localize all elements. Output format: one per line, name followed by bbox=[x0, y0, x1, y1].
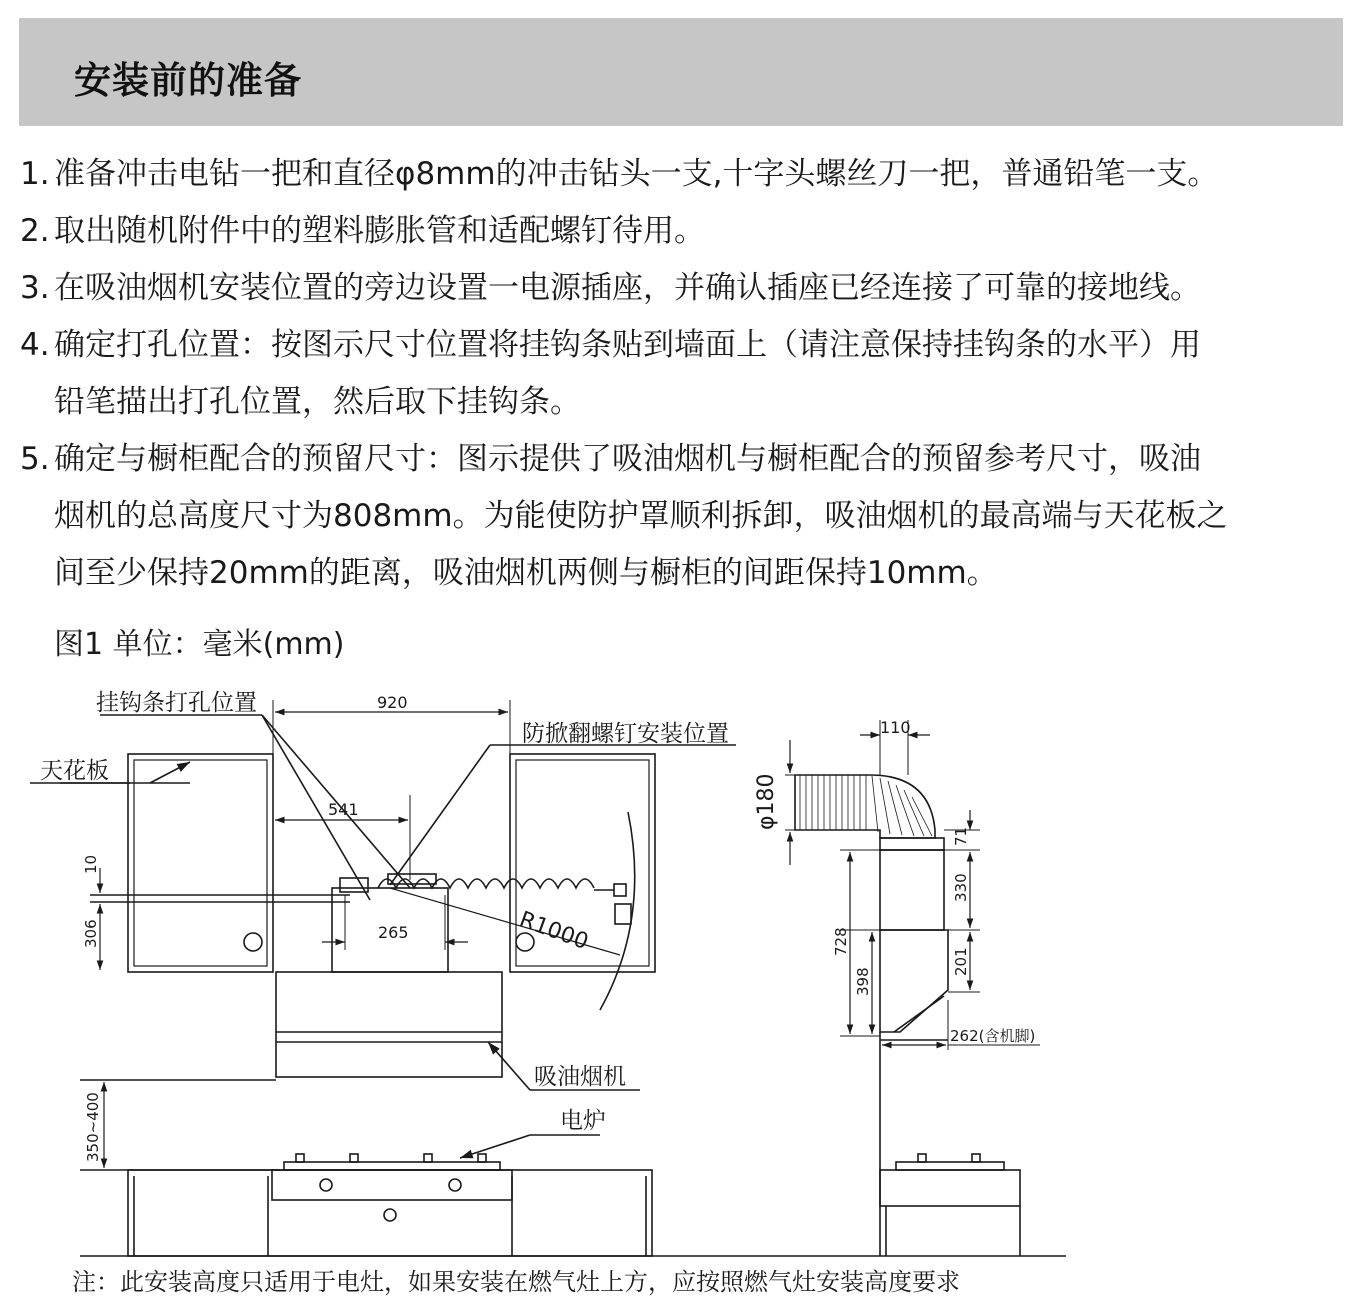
left-cabinet-knob bbox=[244, 933, 262, 951]
dim-920: 920 bbox=[377, 693, 408, 712]
dim-541: 541 bbox=[328, 800, 359, 819]
exhaust-duct bbox=[795, 775, 935, 838]
label-range-hood: 吸油烟机 bbox=[534, 1064, 626, 1090]
label-stove: 电炉 bbox=[560, 1108, 606, 1134]
hood-body bbox=[276, 972, 502, 1077]
installation-note: 注：此安装高度只适用于电灶，如果安装在燃气灶上方，应按照燃气灶安装高度要求 bbox=[72, 1268, 960, 1296]
hood-side-chimney bbox=[880, 850, 944, 930]
step-5: 5. 确定与橱柜配合的预留尺寸：图示提供了吸油烟机与橱柜配合的预留参考尺寸，吸油 bbox=[20, 441, 1201, 477]
label-ceiling: 天花板 bbox=[40, 758, 109, 784]
label-hook-holes: 挂钩条打孔位置 bbox=[96, 690, 257, 716]
step-5-continued-2: 间至少保持20mm的距离，吸油烟机两侧与橱柜的间距保持10mm。 bbox=[54, 555, 998, 591]
label-r1000: R1000 bbox=[515, 907, 592, 956]
label-anti-tip-screw: 防掀翻螺钉安装位置 bbox=[522, 721, 729, 747]
step-4: 4. 确定打孔位置：按图示尺寸位置将挂钩条贴到墙面上（请注意保持挂钩条的水平）用 bbox=[20, 327, 1201, 363]
stove-body bbox=[272, 1170, 512, 1200]
side-stove bbox=[880, 1170, 1020, 1206]
dim-265: 265 bbox=[378, 923, 409, 942]
step-5-continued-1: 烟机的总高度尺寸为808mm。为能使防护罩顺利拆卸，吸油烟机的最高端与天花板之 bbox=[54, 498, 1228, 534]
figure-caption: 图1 单位：毫米(mm) bbox=[54, 627, 345, 662]
left-upper-cabinet bbox=[128, 754, 273, 972]
dim-262: 262(含机脚) bbox=[950, 1027, 1036, 1045]
dim-10: 10 bbox=[82, 854, 100, 874]
power-socket bbox=[615, 904, 631, 924]
plug bbox=[614, 884, 626, 896]
step-3: 3. 在吸油烟机安装位置的旁边设置一电源插座，并确认插座已经连接了可靠的接地线。 bbox=[20, 270, 1201, 306]
r1000-arc bbox=[600, 812, 635, 1010]
section-title: 安装前的准备 bbox=[74, 59, 302, 102]
dim-71: 71 bbox=[952, 826, 970, 846]
dim-306: 306 bbox=[82, 919, 100, 948]
step-2: 2. 取出随机附件中的塑料膨胀管和适配螺钉待用。 bbox=[20, 213, 705, 249]
dim-201: 201 bbox=[952, 947, 970, 976]
dim-phi180: φ180 bbox=[754, 773, 779, 830]
dim-350-400: 350~400 bbox=[84, 1092, 102, 1162]
step-1: 1. 准备冲击电钻一把和直径φ8mm的冲击钻头一支,十字头螺丝刀一把，普通铅笔一支。 bbox=[20, 156, 1219, 192]
dim-398: 398 bbox=[854, 967, 872, 996]
base-cabinet bbox=[128, 1170, 652, 1256]
power-cord bbox=[378, 879, 594, 888]
step-4-continued: 铅笔描出打孔位置，然后取下挂钩条。 bbox=[54, 384, 581, 420]
dim-330: 330 bbox=[952, 873, 970, 902]
dim-728: 728 bbox=[832, 927, 850, 956]
dim-110: 110 bbox=[880, 718, 911, 737]
